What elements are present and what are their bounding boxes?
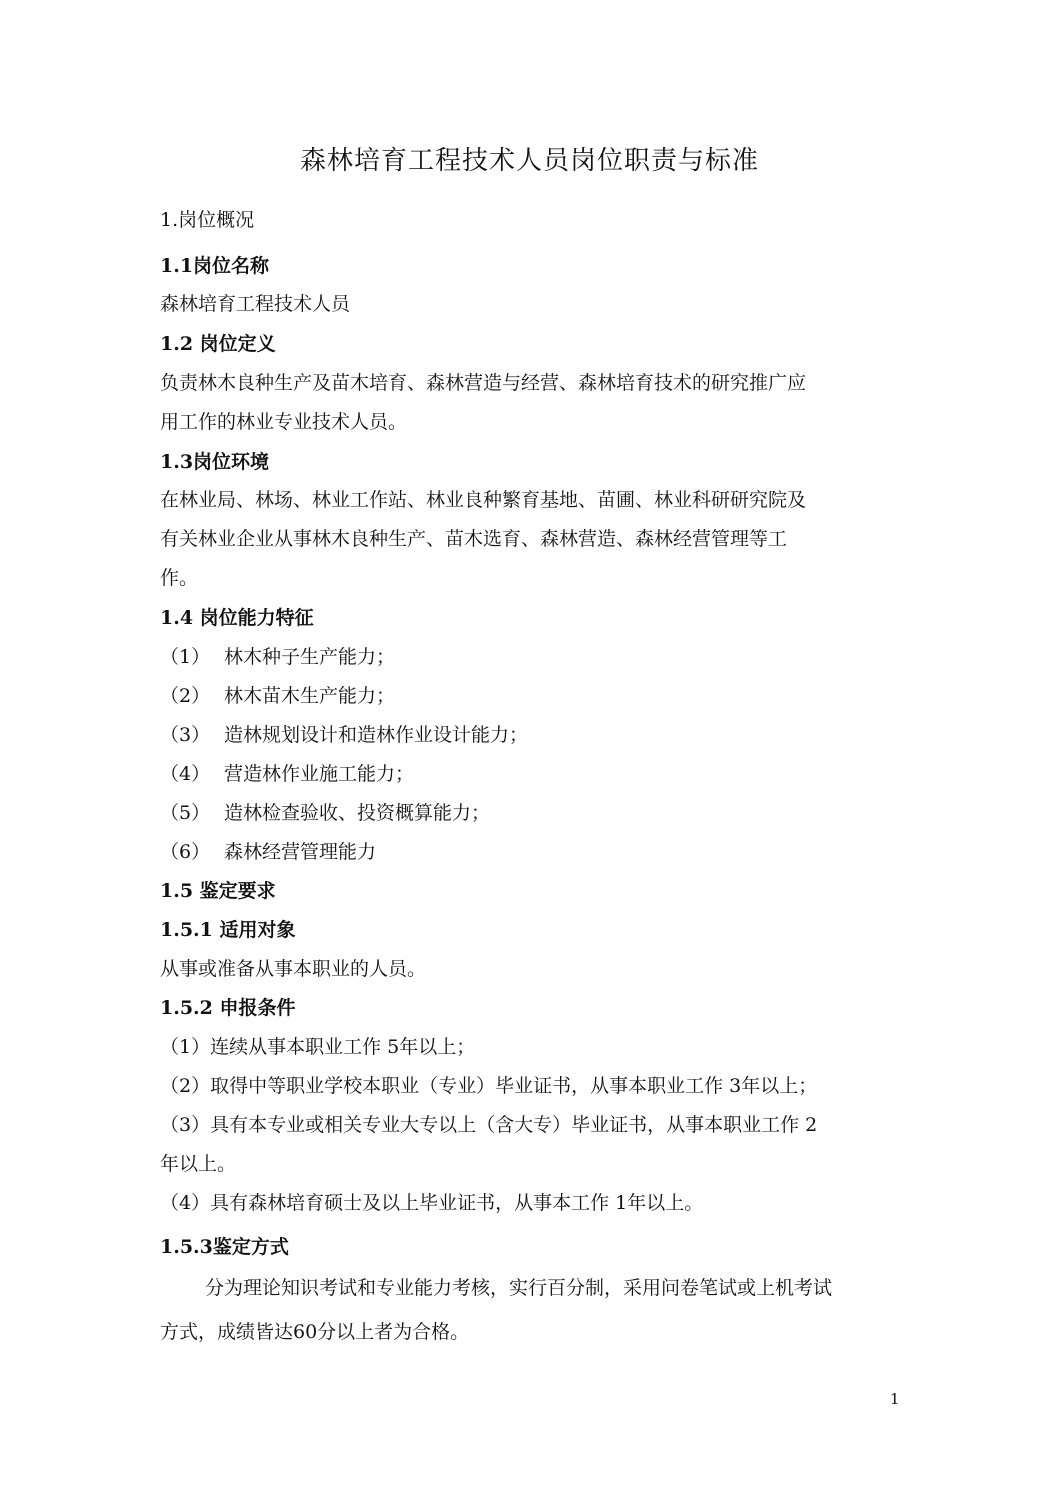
page-number: 1 — [890, 1390, 900, 1408]
ability-item-number: （4） — [160, 763, 211, 785]
section-1-2-text-line: 用工作的林业专业技术人员。 — [160, 411, 408, 433]
ability-list-item — [160, 762, 414, 786]
ability-list-item — [160, 645, 395, 669]
ability-item-number: （2） — [160, 685, 211, 707]
ability-list-item — [160, 840, 376, 864]
section-1-1-text: 森林培育工程技术人员 — [160, 293, 351, 315]
ability-item-number: （1） — [160, 646, 211, 668]
ability-item-text: 造林检查验收、投资概算能力； — [224, 802, 491, 824]
section-1-5-3-heading: 1.5.3鉴定方式 — [160, 1236, 289, 1258]
ability-item-text: 营造林作业施工能力； — [224, 763, 415, 785]
section-1-3-heading: 1.3岗位环境 — [160, 451, 270, 473]
ability-list-item — [160, 684, 395, 708]
eligibility-line: （3）具有本专业或相关专业大专以上（含大专）毕业证书，从事本职业工作 2 — [160, 1114, 818, 1136]
eligibility-line: 年以上。 — [160, 1153, 237, 1175]
section-1-5-1-text: 从事或准备从事本职业的人员。 — [160, 958, 427, 980]
ability-item-number: （3） — [160, 724, 211, 746]
ability-list-item — [160, 723, 528, 747]
eligibility-line: （2）取得中等职业学校本职业（专业）毕业证书，从事本职业工作 3年以上； — [160, 1075, 818, 1097]
document-title: 森林培育工程技术人员岗位职责与标准 — [299, 146, 759, 176]
eligibility-line: （1）连续从事本职业工作 5年以上； — [160, 1036, 476, 1058]
ability-item-text: 林木苗木生产能力； — [224, 685, 396, 707]
section-1-5-2-heading: 1.5.2 申报条件 — [160, 997, 296, 1019]
section-1-3-text-line: 在林业局、林场、林业工作站、林业良种繁育基地、苗圃、林业科研研究院及 — [160, 489, 807, 511]
assessment-text-line: 分为理论知识考试和专业能力考核，实行百分制，采用问卷笔试或上机考试 — [205, 1277, 833, 1299]
ability-item-text: 森林经营管理能力 — [224, 841, 377, 863]
section-1-3-text-line: 作。 — [160, 567, 199, 589]
eligibility-line: （4）具有森林培育硕士及以上毕业证书，从事本工作 1年以上。 — [160, 1192, 704, 1214]
ability-item-number: （6） — [160, 841, 211, 863]
ability-item-text: 造林规划设计和造林作业设计能力； — [224, 724, 529, 746]
section-1-1-heading: 1.1岗位名称 — [160, 255, 270, 277]
section-1-5-heading: 1.5 鉴定要求 — [160, 880, 276, 902]
section-1-heading: 1.岗位概况 — [160, 209, 255, 231]
section-1-4-heading: 1.4 岗位能力特征 — [160, 607, 314, 629]
section-1-2-text-line: 负责林木良种生产及苗木培育、森林营造与经营、森林培育技术的研究推广应 — [160, 372, 807, 394]
ability-item-number: （5） — [160, 802, 211, 824]
assessment-text-line: 方式，成绩皆达60分以上者为合格。 — [160, 1321, 470, 1343]
ability-list-item — [160, 801, 490, 825]
section-1-2-heading: 1.2 岗位定义 — [160, 333, 276, 355]
section-1-3-text-line: 有关林业企业从事林木良种生产、苗木选育、森林营造、森林经营管理等工 — [160, 528, 788, 550]
ability-item-text: 林木种子生产能力； — [224, 646, 396, 668]
section-1-5-1-heading: 1.5.1 适用对象 — [160, 919, 296, 941]
